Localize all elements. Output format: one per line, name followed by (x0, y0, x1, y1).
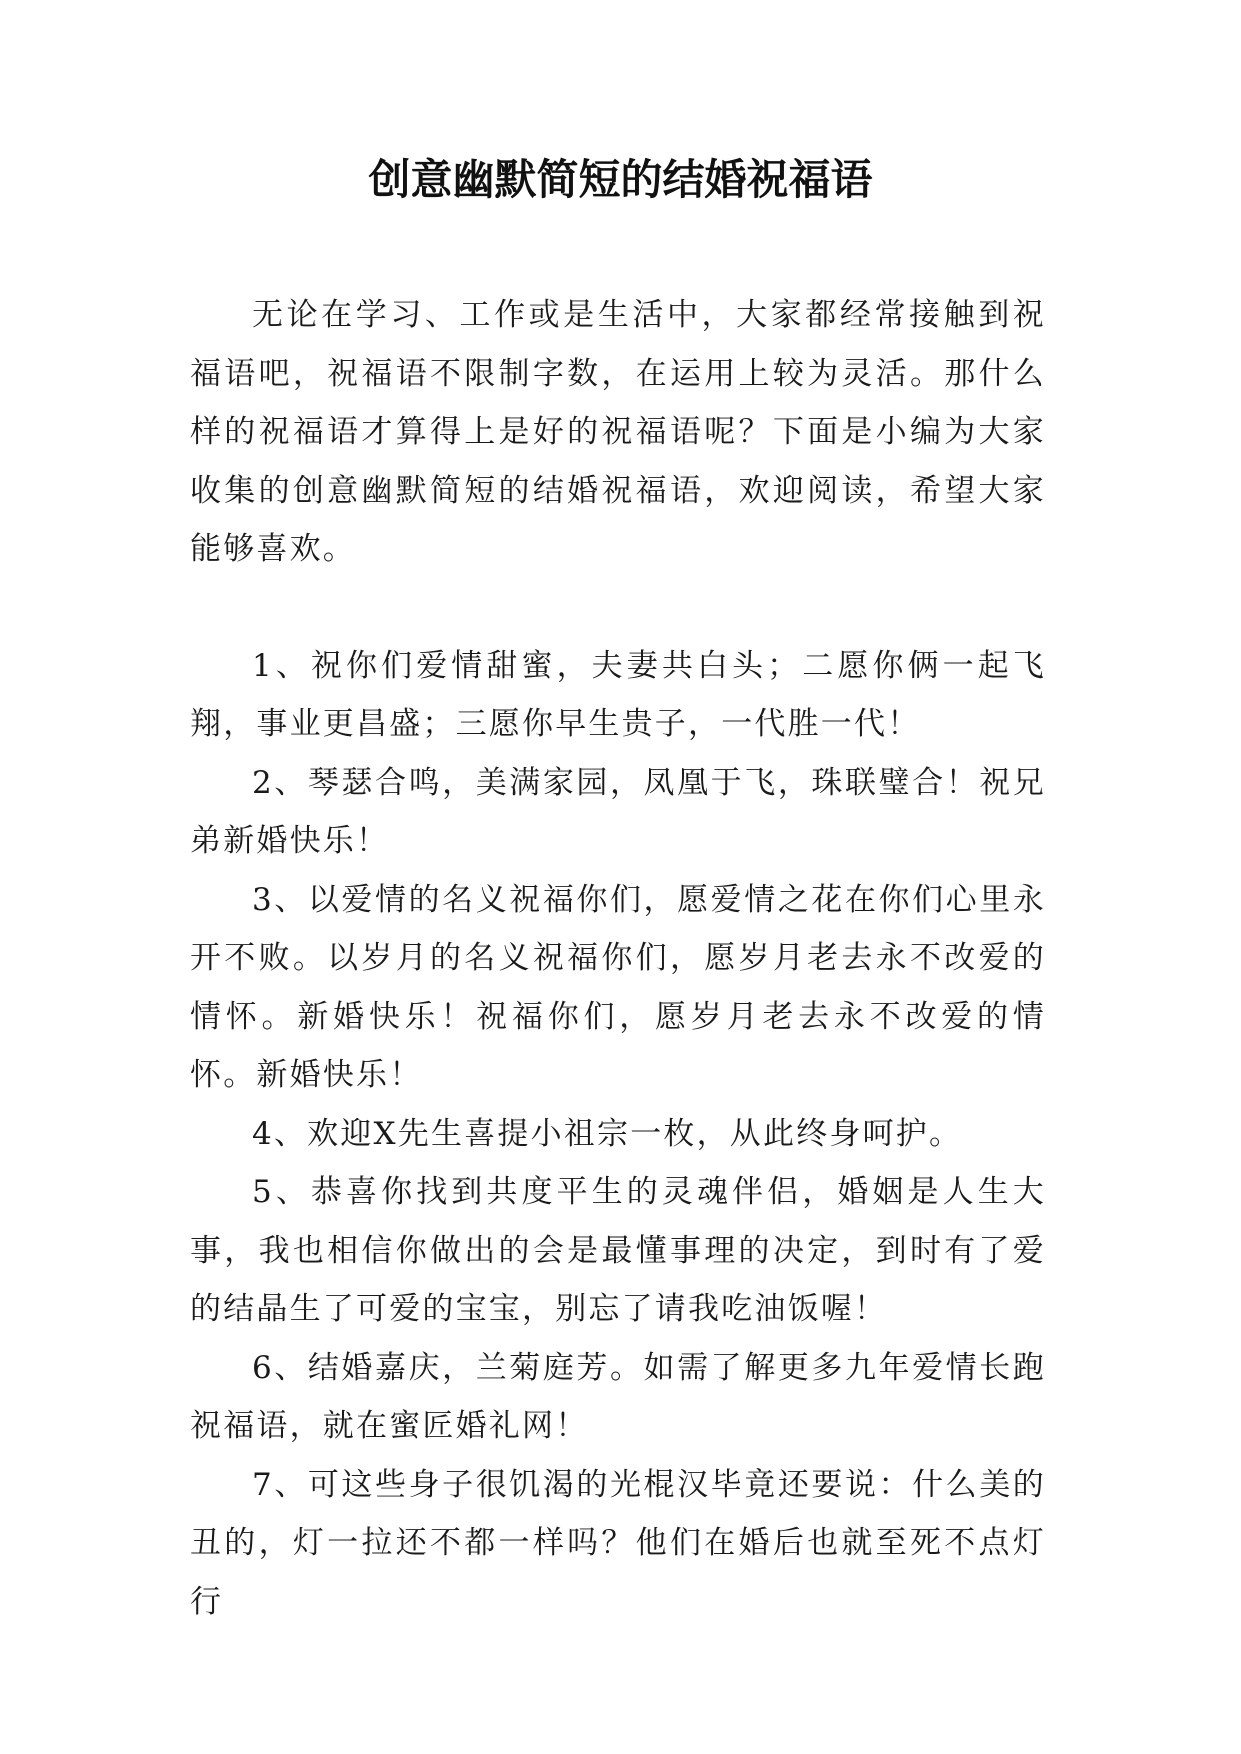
document-title: 创意幽默简短的结婚祝福语 (368, 155, 873, 204)
intro-paragraph: 无论在学习、工作或是生活中，大家都经常接触到祝福语吧，祝福语不限制字数，在运用上较为灵活。那什么样的祝福语才算得上是好的祝福语呢？下面是小编为大家收集的创意幽默简短的结婚祝福语，欢迎阅读，希望大家能够喜欢。 (190, 297, 1046, 567)
list-item: 4、欢迎X先生喜提小祖宗一枚，从此终身呵护。 (252, 1115, 963, 1152)
list-item: 5、恭喜你找到共度平生的灵魂伴侣，婚姻是人生大事，我也相信你做出的会是最懂事理的决定，到时有了爱的结晶生了可爱的宝宝，别忘了请我吃油饭喔！ (190, 1174, 1046, 1327)
list-item: 6、结婚嘉庆，兰菊庭芳。如需了解更多九年爱情长跑祝福语，就在蜜匠婚礼网！ (190, 1349, 1046, 1444)
list-item: 1、祝你们爱情甜蜜，夫妻共白头；二愿你俩一起飞翔，事业更昌盛；三愿你早生贵子，一代胜一代！ (190, 647, 1046, 742)
list-item: 3、以爱情的名义祝福你们，愿爱情之花在你们心里永开不败。以岁月的名义祝福你们，愿岁月老去永不改爱的情怀。新婚快乐！祝福你们，愿岁月老去永不改爱的情怀。新婚快乐！ (190, 881, 1046, 1093)
list-item: 7、可这些身子很饥渴的光棍汉毕竟还要说：什么美的丑的，灯一拉还不都一样吗？他们在婚后也就至死不点灯行 (190, 1466, 1046, 1620)
document-body (190, 286, 1046, 1631)
list-item: 2、琴瑟合鸣，美满家园，凤凰于飞，珠联璧合！祝兄弟新婚快乐！ (190, 764, 1046, 859)
